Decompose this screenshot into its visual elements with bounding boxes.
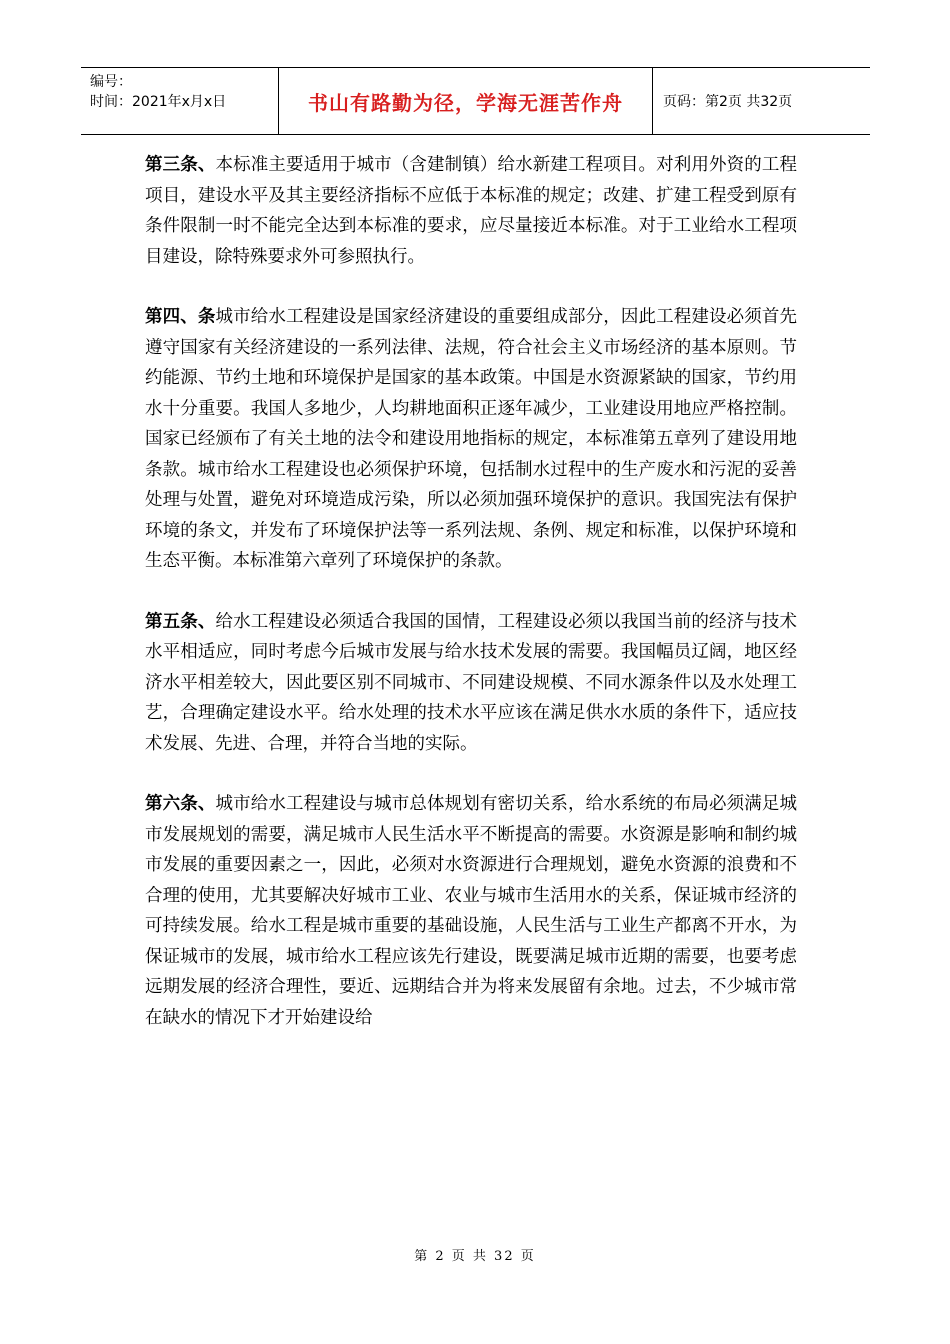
slogan-text: 书山有路勤为径，学海无涯苦作舟 [308, 90, 623, 115]
article-6 [145, 789, 797, 1033]
header-slogan-cell [279, 68, 653, 134]
page-info-text: 页码：第2页 共32页 [663, 94, 793, 110]
article-title: 第五条、 [145, 611, 216, 632]
article-4 [145, 302, 797, 577]
page-footer: 第 2 页 共 32 页 [414, 1249, 536, 1264]
header-page-info [653, 68, 870, 134]
article-text: 本标准主要适用于城市（含建制镇）给水新建工程项目。对利用外资的工程项目，建设水平及其主要经济指标不应低于本标准的规定；改建、扩建工程受到原有条件限制一时不能完全达到本标准的要求，应尽量接近本标准。对于工业给水工程项目建设，除特殊要求外可参照执行。 [145, 155, 797, 267]
article-3 [145, 150, 797, 272]
article-text: 给水工程建设必须适合我国的国情，工程建设必须以我国当前的经济与技术水平相适应，同时考虑今后城市发展与给水技术发展的需要。我国幅员辽阔，地区经济水平相差较大，因此要区别不同城市、不同建设规模、不同水源条件以及水处理工艺，合理确定建设水平。给水处理的技术水平应该在满足供水水质的条件下，适应技术发展、先进、合理，并符合当地的实际。 [145, 611, 797, 754]
time-label: 时间：2021年x月x日 [90, 94, 227, 110]
article-title: 第四、条 [145, 307, 216, 327]
article-5 [145, 607, 797, 760]
article-title: 第三条、 [145, 155, 216, 175]
article-title: 第六条、 [145, 794, 216, 814]
document-header [81, 67, 870, 135]
number-label: 编号： [90, 74, 132, 90]
header-meta [81, 68, 279, 134]
document-body [145, 150, 797, 1063]
article-text: 城市给水工程建设是国家经济建设的重要组成部分，因此工程建设必须首先遵守国家有关经济建设的一系列法律、法规，符合社会主义市场经济的基本原则。节约能源、节约土地和环境保护是国家的基本政策。中国是水资源紧缺的国家，节约用水十分重要。我国人多地少，人均耕地面积正逐年减少，工业建设用地应严格控制。国家已经颁布了有关土地的法令和建设用地指标的规定，本标准第五章列了建设用地条款。城市给水工程建设也必须保护环境，包括制水过程中的生产废水和污泥的妥善处理与处置，避免对环境造成污染，所以必须加强环境保护的意识。我国宪法有保护环境的条文，并发布了环境保护法等一系列法规、条例、规定和标准，以保护环境和生态平衡。本标准第六章列了环境保护的条款。 [145, 307, 797, 571]
article-text: 城市给水工程建设与城市总体规划有密切关系，给水系统的布局必须满足城市发展规划的需要，满足城市人民生活水平不断提高的需要。水资源是影响和制约城市发展的重要因素之一，因此，必须对水资源进行合理规划，避免水资源的浪费和不合理的使用，尤其要解决好城市工业、农业与城市生活用水的关系，保证城市经济的可持续发展。给水工程是城市重要的基础设施，人民生活与工业生产都离不开水，为保证城市的发展，城市给水工程应该先行建设，既要满足城市近期的需要，也要考虑远期发展的经济合理性，要近、远期结合并为将来发展留有余地。过去，不少城市常在缺水的情况下才开始建设给 [145, 794, 797, 1028]
